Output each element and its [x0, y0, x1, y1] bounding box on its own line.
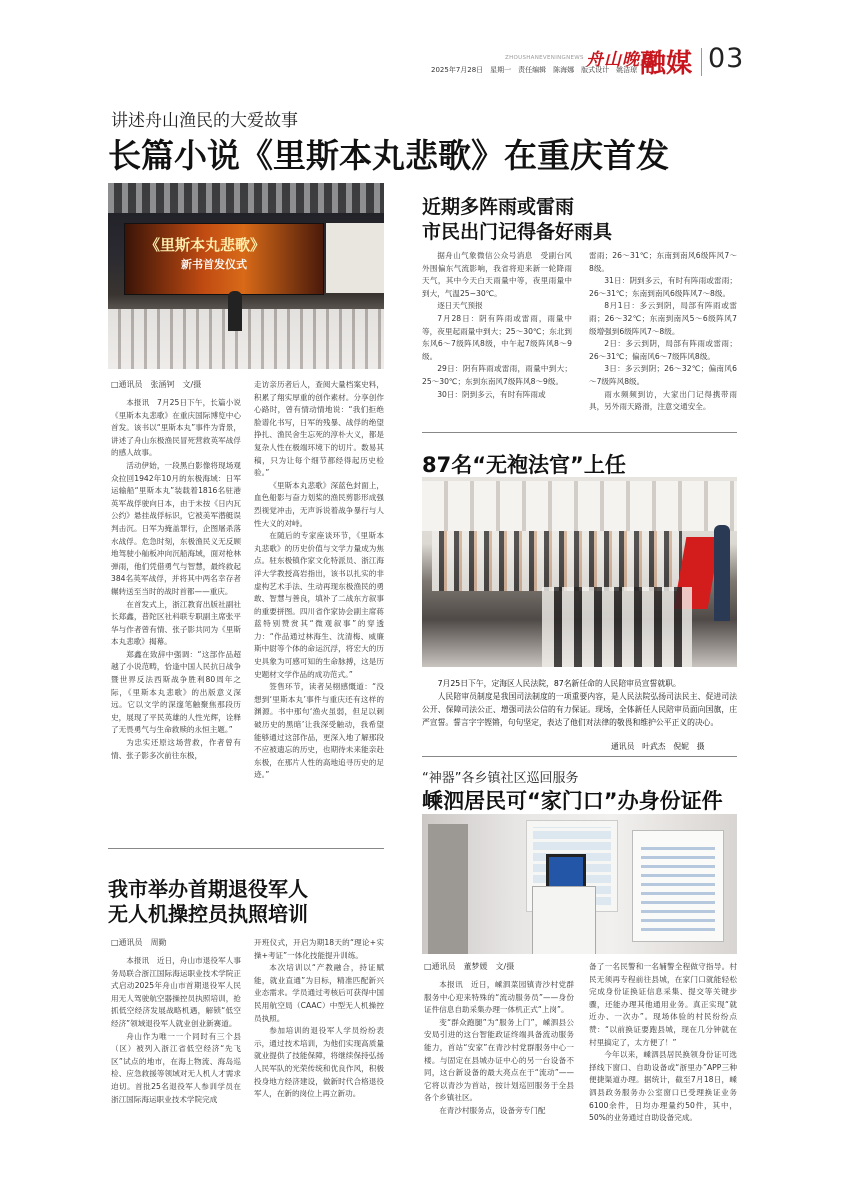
- article3-credit: 通讯员 叶武杰 倪妮 摄: [611, 742, 705, 751]
- section-name: 融媒: [640, 49, 693, 79]
- article1-column-2: [254, 379, 384, 782]
- page-number: 03: [708, 43, 745, 74]
- article1-paragraph: 在首发式上，浙江教育出版社副社长郑鑫，普陀区社科联专职副主席张平华与作者曾有情、张子影共同为《里斯本丸悲歌》揭幕。: [111, 599, 241, 647]
- article4-column-2: [589, 961, 737, 1125]
- article4-kicker: “神器”各乡镇社区巡回服务: [422, 771, 579, 786]
- divider: [108, 848, 384, 849]
- article4-byline: □通讯员 董梦媛 文/摄: [424, 962, 515, 971]
- side-screen: [326, 223, 384, 293]
- kiosk-body: [532, 886, 596, 954]
- front-row: [542, 587, 692, 667]
- masthead-english: ZHOUSHANEVENINGNEWS: [505, 55, 584, 61]
- article1-paragraph: 活动伊始，一段黑白影像将现场观众拉回1942年10月的东极海域：日军运输船“里斯本丸”装载着1816名驻港英军战俘驶向日本，由于未按《日内瓦公约》悬挂战俘标识，它被美军潜艇误判击沉。日军为掩盖罪行，企图屠杀落水战俘。危急时刻，东极渔民义无反顾地驾驶小舢板冲向沉船海域，面对枪林弹雨，他们凭借勇气与智慧，最终救起384名英军战俘，并将其中两名幸存者辗转送至当时的战时首都——重庆。: [111, 460, 241, 596]
- article5-byline: □通讯员 周勤: [111, 938, 167, 947]
- article2-headline-1: 近期多阵雨或雷雨: [422, 196, 575, 218]
- article2-headline-2: 市民出门记得备好雨具: [422, 221, 613, 243]
- article5-paragraph: 舟山作为唯一一个同时有三个县（区）被列入浙江省低空经济“先飞区”试点的地市，在海上物流、海岛巡检、应急救援等领域对无人机人才需求迫切。首批25名退役军人参训学员在浙江国际海运职业技术学院完成: [111, 1031, 241, 1104]
- article1-headline: 长篇小说《里斯本丸悲歌》在重庆首发: [108, 136, 669, 175]
- article5-headline-2: 无人机操控员执照培训: [108, 902, 308, 926]
- article1-paragraph: 签售环节，读者吴栩感慨道：“没想到‘里斯本丸’事件与重庆还有这样的渊源。书中那句‘渔火虽弱，但足以刺破历史的黑暗’让我深受触动，我希望能够通过这部作品，更深入地了解那段不应被遗忘的历史，也期待未来能亲赴东极，在那片人性的高地追寻历史的足迹。”: [254, 682, 384, 780]
- audience-chairs: [108, 309, 384, 369]
- newspaper-logo: 舟山晚报: [586, 50, 658, 70]
- article1-paragraph: 为忠实还原这场营救，作者曾有情、张子影多次前往东极，: [111, 738, 241, 760]
- article2-paragraph: 3日：多云到阴；26～32℃；偏南风6～7级阵风8级。: [589, 364, 737, 386]
- masthead: [0, 0, 842, 90]
- book-launch-photo: [108, 183, 384, 369]
- sworn-jurors: [432, 531, 682, 591]
- audience-person: [228, 291, 242, 331]
- article4-column-1: [424, 979, 574, 1118]
- board-text-lines: [641, 841, 715, 931]
- article1-paragraph: 《里斯本丸悲歌》深蓝色封面上，血色船影与奋力划桨的渔民剪影形成强烈视觉冲击，无声诉说着战争暴行与人性大义的对峙。: [254, 480, 384, 528]
- stage-lights: [108, 183, 384, 213]
- article4-paragraph: 本报讯 近日，嵊泗菜园镇青沙村党群服务中心迎来特殊的“流动服务员”——身份证件信息自助采集办理一体机正式“上岗”。: [424, 980, 574, 1015]
- section-divider: [701, 48, 702, 76]
- screen-banner-title: 《里斯本丸悲歌》: [145, 236, 266, 254]
- kiosk-screen: [546, 854, 586, 890]
- article4-paragraph: 今年以来，嵊泗县居民换领身份证可选择线下窗口、自助设备或“浙里办”APP三种便捷渠道办理。据统计，截至7月18日，嵊泗县政务服务办公室窗口已受理换证业务6100余件，日均办理量约50件，其中，50%的业务通过自助设备完成。: [589, 1050, 737, 1123]
- article5-headline-1: 我市举办首期退役军人: [108, 877, 308, 901]
- article3-caption: [422, 677, 737, 729]
- hall-windows: [422, 481, 737, 531]
- date-line: 2025年7月28日 星期一 责任编辑 陈海娜 版式设计 姚洁琼: [431, 66, 638, 74]
- oath-ceremony-photo: [422, 477, 737, 667]
- article5-paragraph: 本报讯 近日，舟山市退役军人事务局联合浙江国际海运职业技术学院正式启动2025年舟山市首期退役军人民用无人驾驶航空器操控员执照培训，抢抓低空经济发展战略机遇，解锁“低空经济”领域退役军人就业创业新赛道。: [111, 956, 241, 1028]
- article3-caption-body: 人民陪审员制度是我国司法制度的一项重要内容，是人民法院弘扬司法民主、促进司法公开、保障司法公正、增强司法公信的有力保证。现场，全体新任人民陪审员面向国旗，庄严宣誓。誓言字字铿锵，句句坚定，表达了他们对法律的敬畏和维护公平正义的决心。: [422, 692, 737, 727]
- article2-paragraph: 雷雨；26～31℃；东南到南风6级阵风7～8级。: [589, 251, 737, 273]
- article1-kicker: 讲述舟山渔民的大爱故事: [111, 111, 298, 131]
- article4-paragraph: 备了一名民警和一名辅警全程做守指导。村民无须再专程前往县城，在家门口就能轻松完成身份证换证信息采集、提交等关键步骤，还能办理其他通用业务。真正实现“就近办、一次办”。现场体验的村民纷纷点赞：“以前换证要跑县城，现在几分钟就在村里搞定了，太方便了！”: [589, 962, 737, 1047]
- article1-paragraph: 在随后的专家座谈环节，《里斯本丸悲歌》的历史价值与文学力量成为焦点。驻东极镇作家文化特派员、浙江海洋大学教授高岩指出，该书以扎实的非虚构艺术手法、生动再现东极渔民的勇敢、智慧与善良，填补了二战东方叙事的重要拼图。四川省作家协会副主席蒋蓝特别赞赏其“微观叙事”的穿透力：“作品通过林海生、沈清梅、威廉斯中尉等个体的命运沉浮，将宏大的历史具象为可感可知的生命脉搏，这是历史题材文学作品的成功范式。”: [254, 531, 384, 679]
- article2-paragraph: 雨水频频到访，大家出门记得携带雨具，另外雨天路滑，注意交通安全。: [589, 389, 737, 412]
- article2-paragraph: 逐日天气预报: [437, 301, 483, 311]
- article5-column-1: [111, 955, 241, 1106]
- article2-column-1: [422, 250, 572, 401]
- article2-paragraph: 30日：阴到多云，有时有阵雨或: [437, 389, 546, 399]
- article1-byline: □通讯员 张涵钶 文/摄: [111, 380, 202, 389]
- article2-paragraph: 据舟山气象微信公众号消息 受副台风外围偏东气流影响，我省将迎来新一轮降雨天气，其中今天白天雨量中等，夜里雨量中到大，气温25~30℃。: [422, 251, 572, 298]
- id-kiosk-photo: [422, 814, 737, 954]
- article1-paragraph: 走访亲历者后人，查阅大量档案史料，积累了翔实厚重的创作素材。分享创作心路时，曾有情动情地说：“我们拒绝脸谱化书写，日军的残暴、战俘的绝望挣扎、渔民舍生忘死的淳朴大义，都是复杂人性在极端环境下的切片。数易其稿，只为让每个细节都经得起历史检验。”: [254, 380, 384, 478]
- article4-paragraph: 变“群众跑腿”为“服务上门”，嵊泗县公安局引进的这台智能政证终端具备流动服务能力，首站“安家”在青沙村党群服务中心一楼。与固定在县城办证中心的另一台设备不同，这台新设备的最大亮点在于“流动”——它将以青沙为首站，按计划巡回服务于全县各个乡镇社区。: [424, 1017, 574, 1103]
- article2-column-2: [589, 250, 737, 414]
- article2-paragraph: 29日：阴有阵雨或雷雨，雨量中到大；25～30℃；东到东南风7级阵风8～9级。: [422, 364, 572, 386]
- divider: [422, 756, 737, 757]
- article1-paragraph: 本报讯 7月25日下午，长篇小说《里斯本丸悲歌》在重庆国际博览中心首发。该书以“里斯本丸”事件为背景，讲述了舟山东极渔民冒死营救英军战俘的感人故事。: [111, 398, 241, 458]
- article4-headline: 嵊泗居民可“家门口”办身份证件: [422, 789, 723, 813]
- article1-paragraph: 郑鑫在致辞中强调：“这部作品超越了小说范畴，恰逢中国人民抗日战争暨世界反法西斯战争胜利80周年之际，《里斯本丸悲歌》的出版意义深远。它以文学的深邃笔触聚焦那段历史，展现了平民英雄的人性光辉，诠释了无畏勇气与生命救赎的永恒主题。”: [111, 649, 241, 735]
- screen-banner-sub: 新书首发仪式: [181, 258, 247, 271]
- article5-paragraph: 开班仪式，开启为期18天的“理论+实操+考证”一体化技能提升训练。: [254, 938, 384, 960]
- door: [428, 824, 468, 954]
- article2-paragraph: 7月28日：阴有阵雨或雷雨，雨量中等，夜里起雨量中到大；25～30℃；东北到东风6～7级阵风8级，中午起7级阵风8～9级。: [422, 313, 572, 361]
- article3-caption-lead: 7月25日下午，定海区人民法院，87名新任命的人民陪审员宣誓就职。: [437, 679, 681, 688]
- article5-paragraph: 本次培训以“产教融合，持证赋能，就业直通”为目标，精准匹配新兴业态需求。学员通过考核后可获得中国民用航空局（CAAC）中型无人机操控员执照。: [254, 963, 384, 1023]
- article2-paragraph: 2日：多云到阴，局部有阵雨或雷雨；26～31℃；偏南风6～7级阵风8级。: [589, 339, 737, 361]
- article1-column-1: [111, 397, 241, 762]
- service-board: [632, 830, 724, 942]
- stage-screen: [124, 223, 324, 295]
- article5-paragraph: 参加培训的退役军人学员纷纷表示，通过技术培训，为他们实现高质量就业提供了技能保障，将继续保持弘扬人民军队的光荣传统和优良作风，积极投身地方经济建设，做新时代合格退役军人，在新的岗位上再立新功。: [254, 1026, 384, 1099]
- article4-paragraph: 在青沙村服务点，设备旁专门配: [439, 1105, 546, 1115]
- article5-column-2: [254, 937, 384, 1101]
- article2-paragraph: 31日：阴到多云，有时有阵雨或雷雨；26～31℃；东南到南风6级阵风7～8级。: [589, 276, 737, 298]
- divider: [422, 432, 737, 433]
- article3-headline: 87名“无袍法官”上任: [422, 453, 626, 477]
- article2-paragraph: 8月1日：多云到阴，局部有阵雨或雷雨；26～32℃；东南到南风5～6级阵风7级增强到6级阵风7～8级。: [589, 301, 737, 336]
- officer: [714, 525, 730, 621]
